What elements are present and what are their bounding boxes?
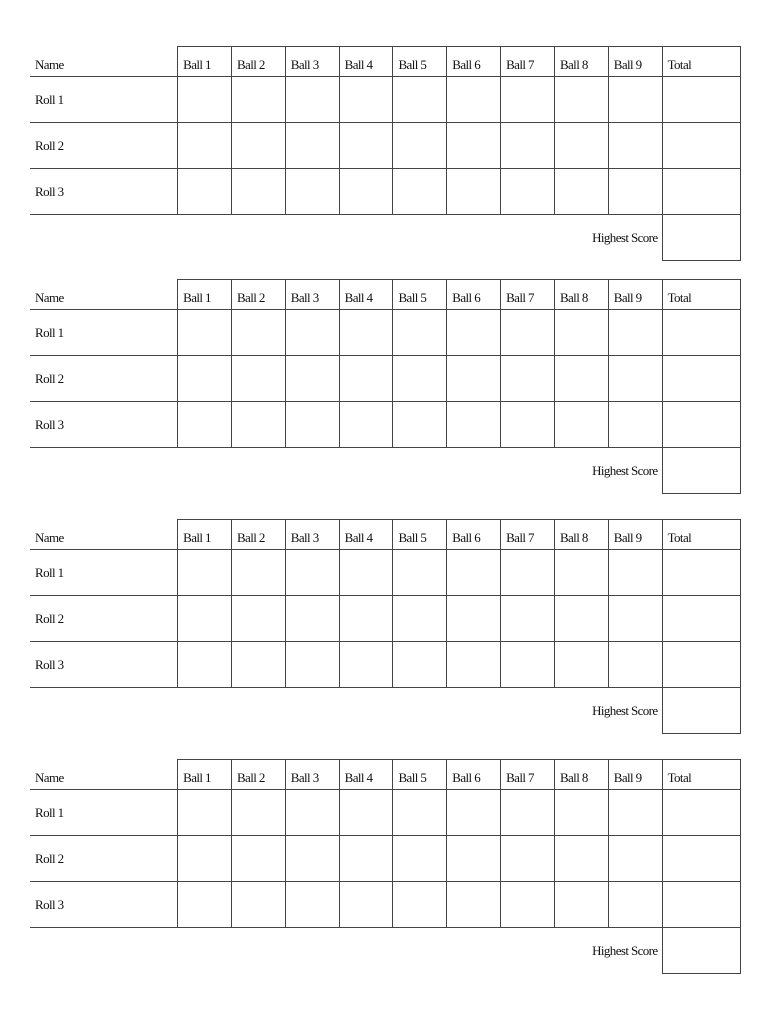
score-cell[interactable] [447,310,501,356]
score-cell[interactable] [393,596,447,642]
ball-8-header: Ball 8 [554,280,608,310]
ball-1-header: Ball 1 [178,760,232,790]
ball-2-header: Ball 2 [231,47,285,77]
score-cell[interactable] [231,402,285,448]
roll-label: Roll 3 [30,882,178,928]
score-cell[interactable] [501,402,555,448]
score-cell[interactable] [285,123,339,169]
score-cell[interactable] [231,836,285,882]
score-cell[interactable] [393,882,447,928]
score-cell[interactable] [554,77,608,123]
score-cell[interactable] [554,596,608,642]
roll-label: Roll 3 [30,169,178,215]
score-cell[interactable] [393,169,447,215]
total-cell[interactable] [662,790,740,836]
score-cell[interactable] [608,310,662,356]
total-cell[interactable] [662,836,740,882]
score-cell[interactable] [231,596,285,642]
ball-4-header: Ball 4 [339,280,393,310]
score-cell[interactable] [285,550,339,596]
highest-score-cell[interactable] [662,215,740,261]
score-cell[interactable] [393,310,447,356]
score-cell[interactable] [608,882,662,928]
score-cell[interactable] [501,77,555,123]
ball-4-header: Ball 4 [339,520,393,550]
score-cell[interactable] [447,77,501,123]
score-cell[interactable] [231,123,285,169]
score-cell[interactable] [501,790,555,836]
score-table [30,519,741,734]
score-cell[interactable] [393,123,447,169]
roll-row [30,77,741,123]
score-table [30,759,741,974]
highest-score-label: Highest Score [592,942,658,958]
score-cell[interactable] [231,550,285,596]
total-cell[interactable] [662,596,740,642]
ball-5-header: Ball 5 [393,760,447,790]
total-cell[interactable] [662,882,740,928]
score-cell[interactable] [231,356,285,402]
roll-label: Roll 2 [30,596,178,642]
roll-row [30,402,741,448]
total-cell[interactable] [662,642,740,688]
total-cell[interactable] [662,402,740,448]
roll-label: Roll 1 [30,550,178,596]
score-cell[interactable] [554,550,608,596]
scorecard-2 [30,279,741,494]
name-header: Name [35,57,64,72]
score-cell[interactable] [554,402,608,448]
score-cell[interactable] [285,169,339,215]
score-cell[interactable] [393,790,447,836]
score-cell[interactable] [393,77,447,123]
ball-5-header: Ball 5 [393,47,447,77]
ball-1-header: Ball 1 [178,520,232,550]
score-cell[interactable] [608,77,662,123]
ball-8-header: Ball 8 [554,760,608,790]
highest-score-label: Highest Score [592,702,658,718]
name-header: Name [35,770,64,785]
roll-row [30,123,741,169]
ball-1-header: Ball 1 [178,280,232,310]
score-cell[interactable] [501,836,555,882]
score-cell[interactable] [447,836,501,882]
score-cell[interactable] [554,790,608,836]
score-cell[interactable] [608,123,662,169]
roll-label: Roll 2 [30,123,178,169]
roll-row [30,882,741,928]
score-cell[interactable] [554,310,608,356]
score-cell[interactable] [608,169,662,215]
ball-6-header: Ball 6 [447,520,501,550]
score-cell[interactable] [339,123,393,169]
score-cell[interactable] [285,882,339,928]
ball-3-header: Ball 3 [285,280,339,310]
highest-score-row [30,215,741,261]
score-cell[interactable] [231,310,285,356]
roll-row [30,169,741,215]
score-cell[interactable] [231,77,285,123]
score-cell[interactable] [501,596,555,642]
roll-label: Roll 1 [30,310,178,356]
ball-4-header: Ball 4 [339,47,393,77]
score-table [30,279,741,494]
ball-4-header: Ball 4 [339,760,393,790]
score-cell[interactable] [608,836,662,882]
score-cell[interactable] [178,836,232,882]
score-cell[interactable] [178,790,232,836]
total-cell[interactable] [662,123,740,169]
ball-7-header: Ball 7 [501,520,555,550]
roll-row [30,790,741,836]
score-cell[interactable] [554,356,608,402]
total-cell[interactable] [662,169,740,215]
ball-9-header: Ball 9 [608,280,662,310]
score-cell[interactable] [447,596,501,642]
score-cell[interactable] [501,310,555,356]
total-header: Total [662,280,740,310]
score-cell[interactable] [285,642,339,688]
score-cell[interactable] [178,882,232,928]
ball-6-header: Ball 6 [447,47,501,77]
ball-7-header: Ball 7 [501,760,555,790]
score-cell[interactable] [339,310,393,356]
roll-row [30,550,741,596]
header-row [30,280,741,310]
score-cell[interactable] [608,596,662,642]
highest-score-cell[interactable] [662,688,740,734]
score-cell[interactable] [178,596,232,642]
score-cell[interactable] [339,836,393,882]
score-cell[interactable] [501,356,555,402]
score-cell[interactable] [285,836,339,882]
score-cell[interactable] [393,550,447,596]
score-cell[interactable] [178,77,232,123]
score-cell[interactable] [231,642,285,688]
roll-label: Roll 3 [30,402,178,448]
score-cell[interactable] [501,169,555,215]
ball-2-header: Ball 2 [231,280,285,310]
total-header: Total [662,760,740,790]
score-cell[interactable] [447,123,501,169]
ball-6-header: Ball 6 [447,280,501,310]
score-cell[interactable] [447,550,501,596]
score-cell[interactable] [501,123,555,169]
score-cell[interactable] [393,642,447,688]
roll-row [30,310,741,356]
ball-6-header: Ball 6 [447,760,501,790]
roll-label: Roll 2 [30,356,178,402]
total-cell[interactable] [662,310,740,356]
score-cell[interactable] [501,642,555,688]
ball-5-header: Ball 5 [393,520,447,550]
score-cell[interactable] [285,790,339,836]
scorecard-1 [30,46,741,261]
roll-label: Roll 1 [30,790,178,836]
score-cell[interactable] [608,402,662,448]
score-cell[interactable] [339,550,393,596]
score-cell[interactable] [447,642,501,688]
score-cell[interactable] [285,356,339,402]
score-cell[interactable] [178,169,232,215]
ball-3-header: Ball 3 [285,47,339,77]
ball-2-header: Ball 2 [231,760,285,790]
total-header: Total [662,520,740,550]
ball-8-header: Ball 8 [554,520,608,550]
score-cell[interactable] [393,836,447,882]
score-cell[interactable] [178,356,232,402]
score-cell[interactable] [339,596,393,642]
score-cell[interactable] [339,790,393,836]
score-cell[interactable] [554,882,608,928]
roll-row [30,642,741,688]
score-cell[interactable] [285,77,339,123]
score-cell[interactable] [554,642,608,688]
header-row [30,760,741,790]
score-cell[interactable] [608,356,662,402]
score-cell[interactable] [608,790,662,836]
roll-label: Roll 3 [30,642,178,688]
score-cell[interactable] [339,882,393,928]
ball-3-header: Ball 3 [285,760,339,790]
score-cell[interactable] [285,402,339,448]
score-cell[interactable] [339,402,393,448]
score-cell[interactable] [339,169,393,215]
score-cell[interactable] [178,310,232,356]
roll-row [30,836,741,882]
score-cell[interactable] [339,356,393,402]
ball-1-header: Ball 1 [178,47,232,77]
ball-5-header: Ball 5 [393,280,447,310]
score-cell[interactable] [554,836,608,882]
ball-3-header: Ball 3 [285,520,339,550]
score-cell[interactable] [285,310,339,356]
score-cell[interactable] [554,123,608,169]
highest-score-label: Highest Score [592,229,658,245]
score-cell[interactable] [447,790,501,836]
highest-score-label: Highest Score [592,462,658,478]
scorecard-3 [30,519,741,734]
score-cell[interactable] [447,169,501,215]
total-header: Total [662,47,740,77]
score-cell[interactable] [178,550,232,596]
ball-9-header: Ball 9 [608,760,662,790]
roll-label: Roll 1 [30,77,178,123]
total-cell[interactable] [662,550,740,596]
score-cell[interactable] [231,169,285,215]
roll-row [30,596,741,642]
ball-8-header: Ball 8 [554,47,608,77]
score-cell[interactable] [447,402,501,448]
ball-2-header: Ball 2 [231,520,285,550]
score-cell[interactable] [608,550,662,596]
score-cell[interactable] [231,882,285,928]
ball-9-header: Ball 9 [608,520,662,550]
score-cell[interactable] [231,790,285,836]
name-header: Name [35,290,64,305]
ball-9-header: Ball 9 [608,47,662,77]
score-cell[interactable] [393,402,447,448]
score-cell[interactable] [447,882,501,928]
scorecard-4 [30,759,741,974]
score-cell[interactable] [447,356,501,402]
header-row [30,520,741,550]
name-header: Name [35,530,64,545]
score-cell[interactable] [178,123,232,169]
score-cell[interactable] [178,642,232,688]
score-cell[interactable] [501,882,555,928]
score-cell[interactable] [393,356,447,402]
score-cell[interactable] [501,550,555,596]
ball-7-header: Ball 7 [501,47,555,77]
header-row [30,47,741,77]
highest-score-cell[interactable] [662,448,740,494]
roll-row [30,356,741,402]
total-cell[interactable] [662,356,740,402]
score-cell[interactable] [339,642,393,688]
score-cell[interactable] [285,596,339,642]
highest-score-cell[interactable] [662,928,740,974]
score-cell[interactable] [608,642,662,688]
highest-score-row [30,688,741,734]
score-table [30,46,741,261]
score-cell[interactable] [554,169,608,215]
highest-score-row [30,448,741,494]
total-cell[interactable] [662,77,740,123]
score-cell[interactable] [339,77,393,123]
roll-label: Roll 2 [30,836,178,882]
ball-7-header: Ball 7 [501,280,555,310]
score-cell[interactable] [178,402,232,448]
highest-score-row [30,928,741,974]
